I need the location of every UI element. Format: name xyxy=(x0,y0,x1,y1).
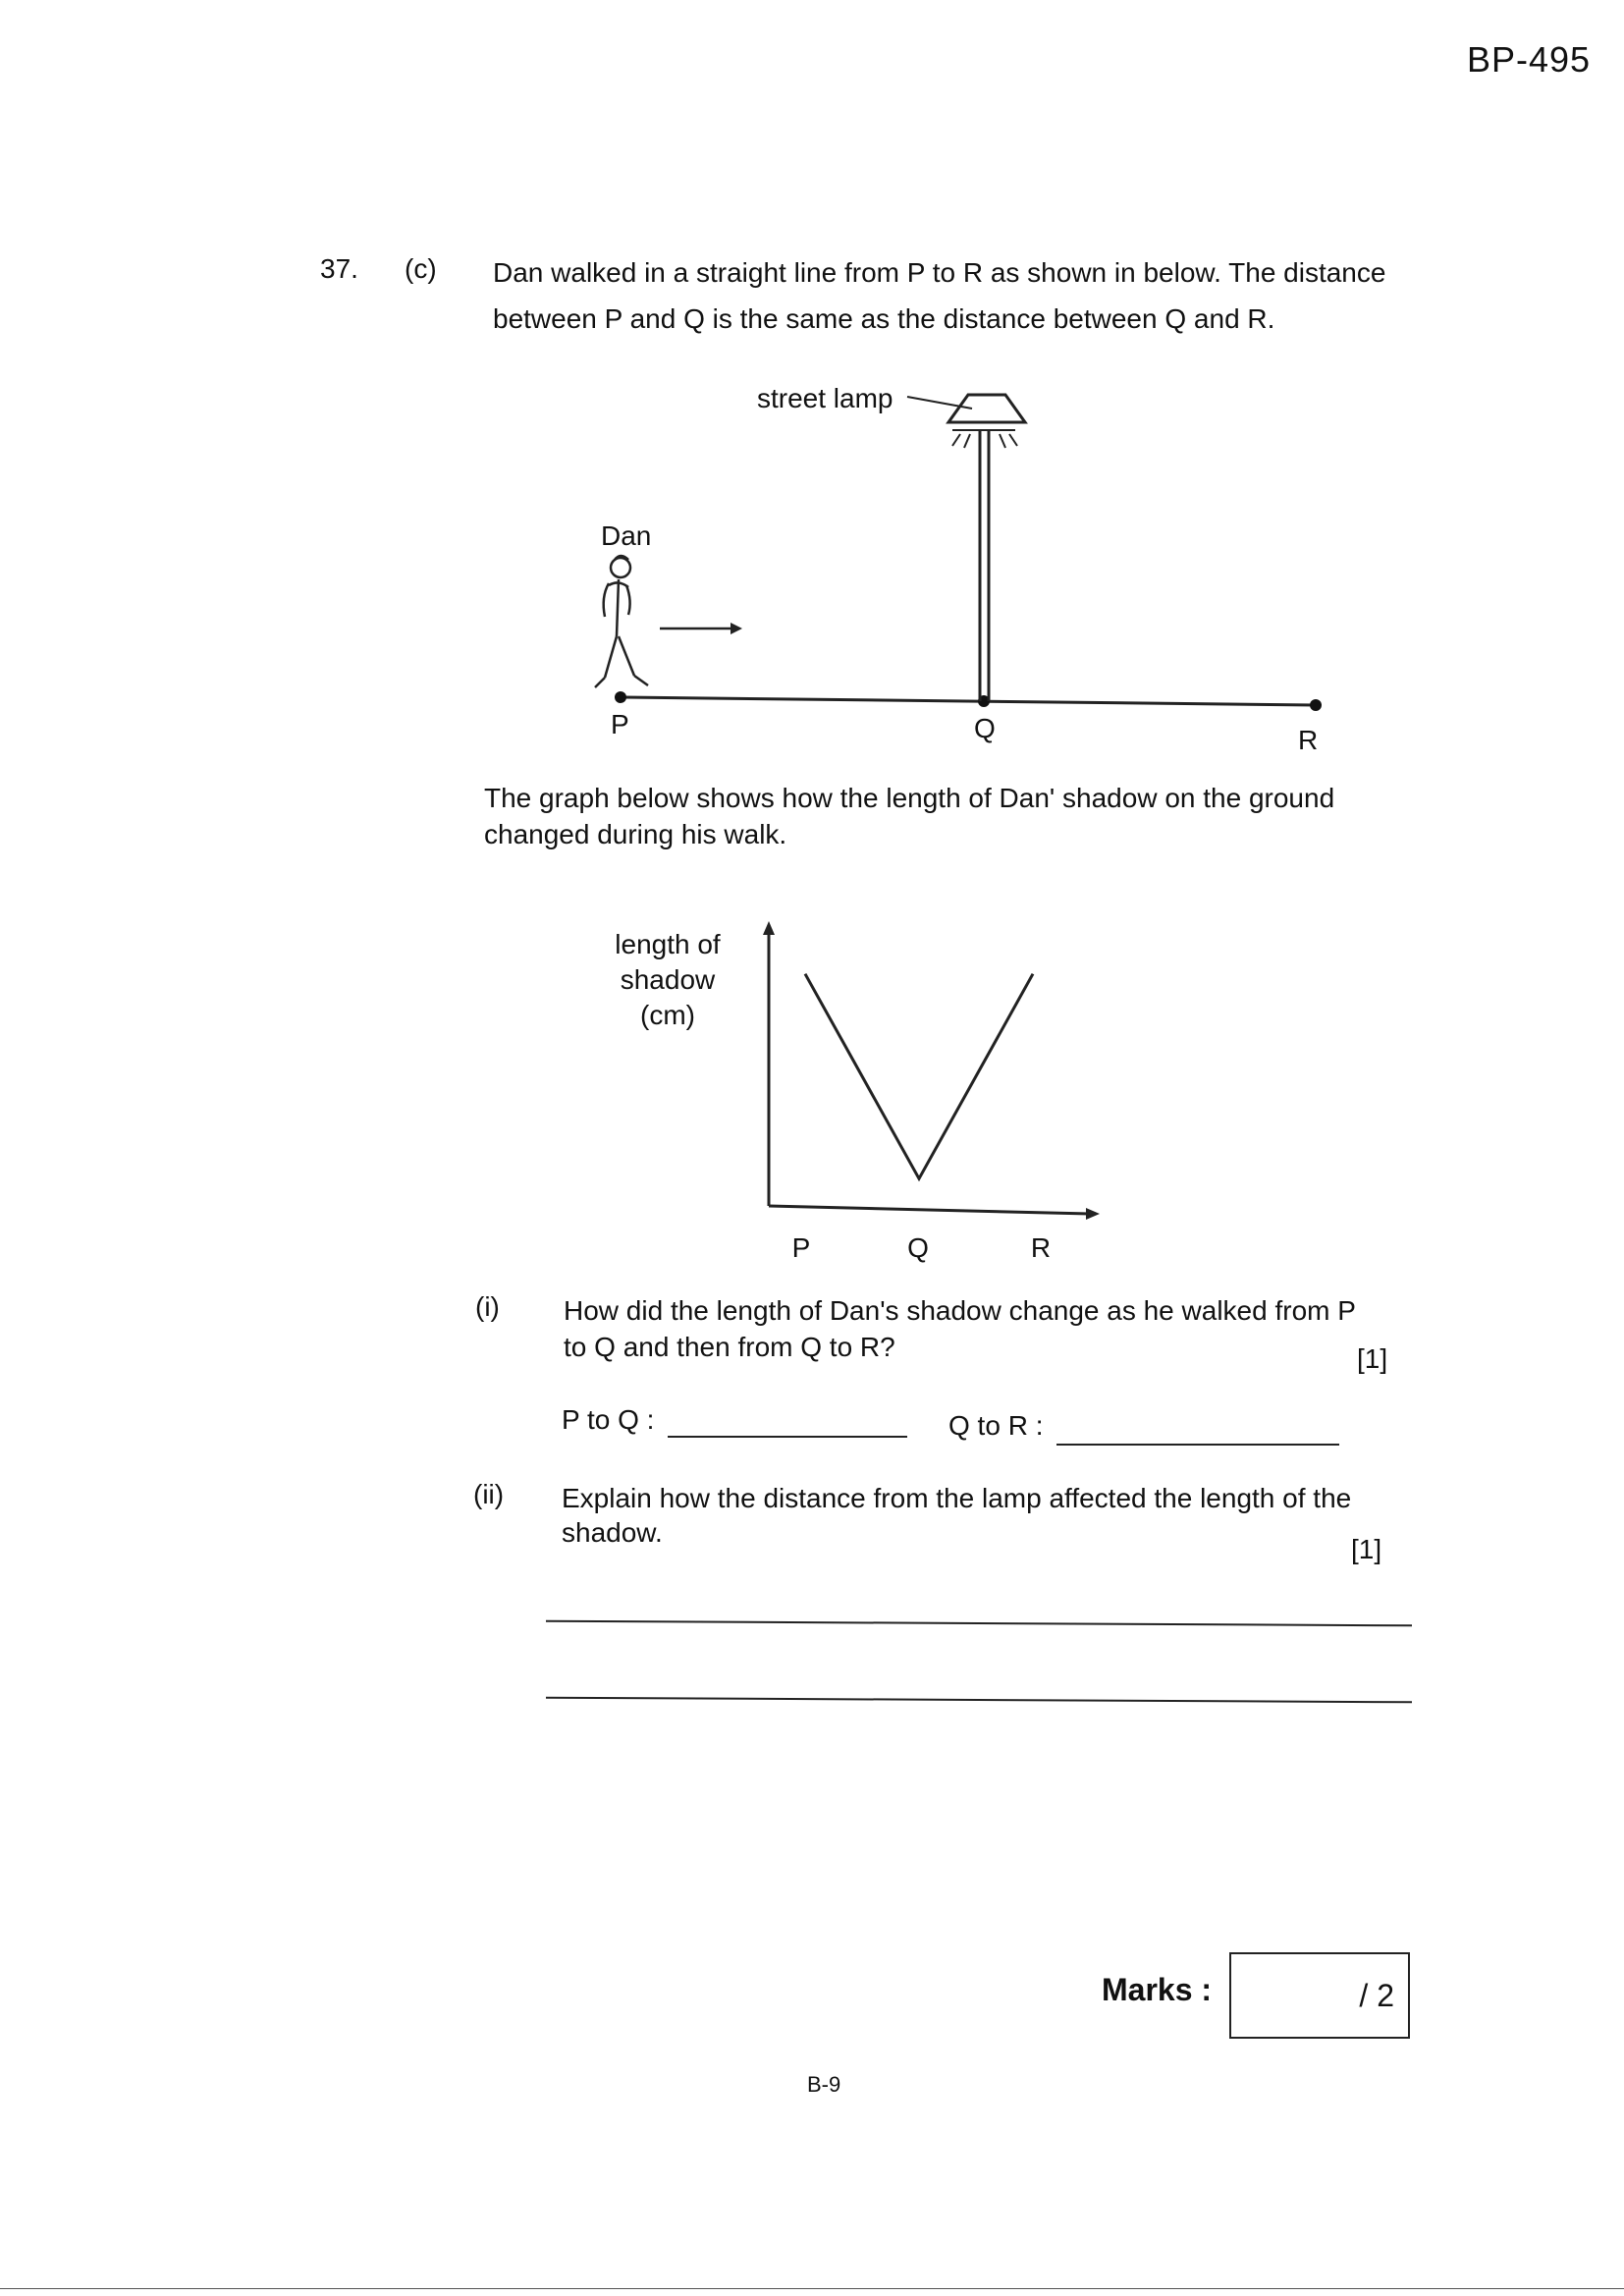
marks-value: / 2 xyxy=(1359,1978,1394,2013)
point-p-label: P xyxy=(611,709,629,739)
sub-ii-marks: [1] xyxy=(1351,1534,1382,1564)
x-axis-line xyxy=(769,1206,1090,1214)
point-r-label: R xyxy=(1298,725,1319,755)
light-rays-icon xyxy=(952,434,1017,448)
question-intro-line1: Dan walked in a straight line from P to R as shown in below. The distance xyxy=(493,257,1386,288)
sub-ii-line1: Explain how the distance from the lamp affected the length of the xyxy=(562,1483,1352,1513)
sub-i-line2: to Q and then from Q to R? xyxy=(564,1332,895,1362)
street-lamp-label: street lamp xyxy=(757,383,893,413)
sub-i-label: (i) xyxy=(475,1291,500,1322)
page-number: B-9 xyxy=(807,2072,841,2097)
page-bottom-rule xyxy=(0,2288,1624,2289)
question-part: (c) xyxy=(405,253,437,284)
lamp-head xyxy=(948,395,1025,422)
x-axis-arrow-icon xyxy=(1086,1208,1100,1220)
x-tick-label: Q xyxy=(907,1232,929,1263)
y-axis-label-line1: length of xyxy=(615,929,721,959)
question-number: 37. xyxy=(320,253,358,284)
x-tick-label: P xyxy=(791,1232,811,1263)
dan-walking-icon xyxy=(595,556,648,687)
point-p-dot xyxy=(615,691,626,703)
ground-line xyxy=(621,697,1316,705)
y-axis-label-line2: shadow xyxy=(620,964,716,995)
p-to-q-label: P to Q : xyxy=(562,1404,655,1435)
shadow-length-line xyxy=(805,974,1033,1178)
question-intro-line2: between P and Q is the same as the distance between Q and R. xyxy=(493,303,1275,334)
sub-ii-label: (ii) xyxy=(473,1479,505,1509)
shadow-length-chart xyxy=(746,913,1119,1267)
y-axis-label-line3: (cm) xyxy=(640,1000,695,1030)
paper-code: BP-495 xyxy=(1467,39,1592,80)
sub-i-marks: [1] xyxy=(1357,1343,1388,1374)
q-to-r-label: Q to R : xyxy=(948,1410,1044,1441)
y-axis-label xyxy=(599,927,736,1033)
marks-label: Marks : xyxy=(1102,1972,1213,2007)
point-r-dot xyxy=(1310,699,1322,711)
graph-intro-line1: The graph below shows how the length of Dan' shadow on the ground xyxy=(484,783,1335,813)
marks-box xyxy=(1229,1952,1410,2039)
dan-label: Dan xyxy=(601,520,652,551)
p-to-q-answer-line[interactable] xyxy=(668,1436,907,1438)
direction-arrow-head-icon xyxy=(731,623,742,634)
graph-intro-line2: changed during his walk. xyxy=(484,819,787,849)
point-q-label: Q xyxy=(974,713,996,743)
y-axis-arrow-icon xyxy=(763,921,775,935)
sub-ii-line2: shadow. xyxy=(562,1517,663,1548)
x-tick-label: R xyxy=(1030,1232,1052,1263)
sub-i-line1: How did the length of Dan's shadow change as he walked from P xyxy=(564,1295,1356,1326)
q-to-r-answer-line[interactable] xyxy=(1056,1444,1339,1446)
